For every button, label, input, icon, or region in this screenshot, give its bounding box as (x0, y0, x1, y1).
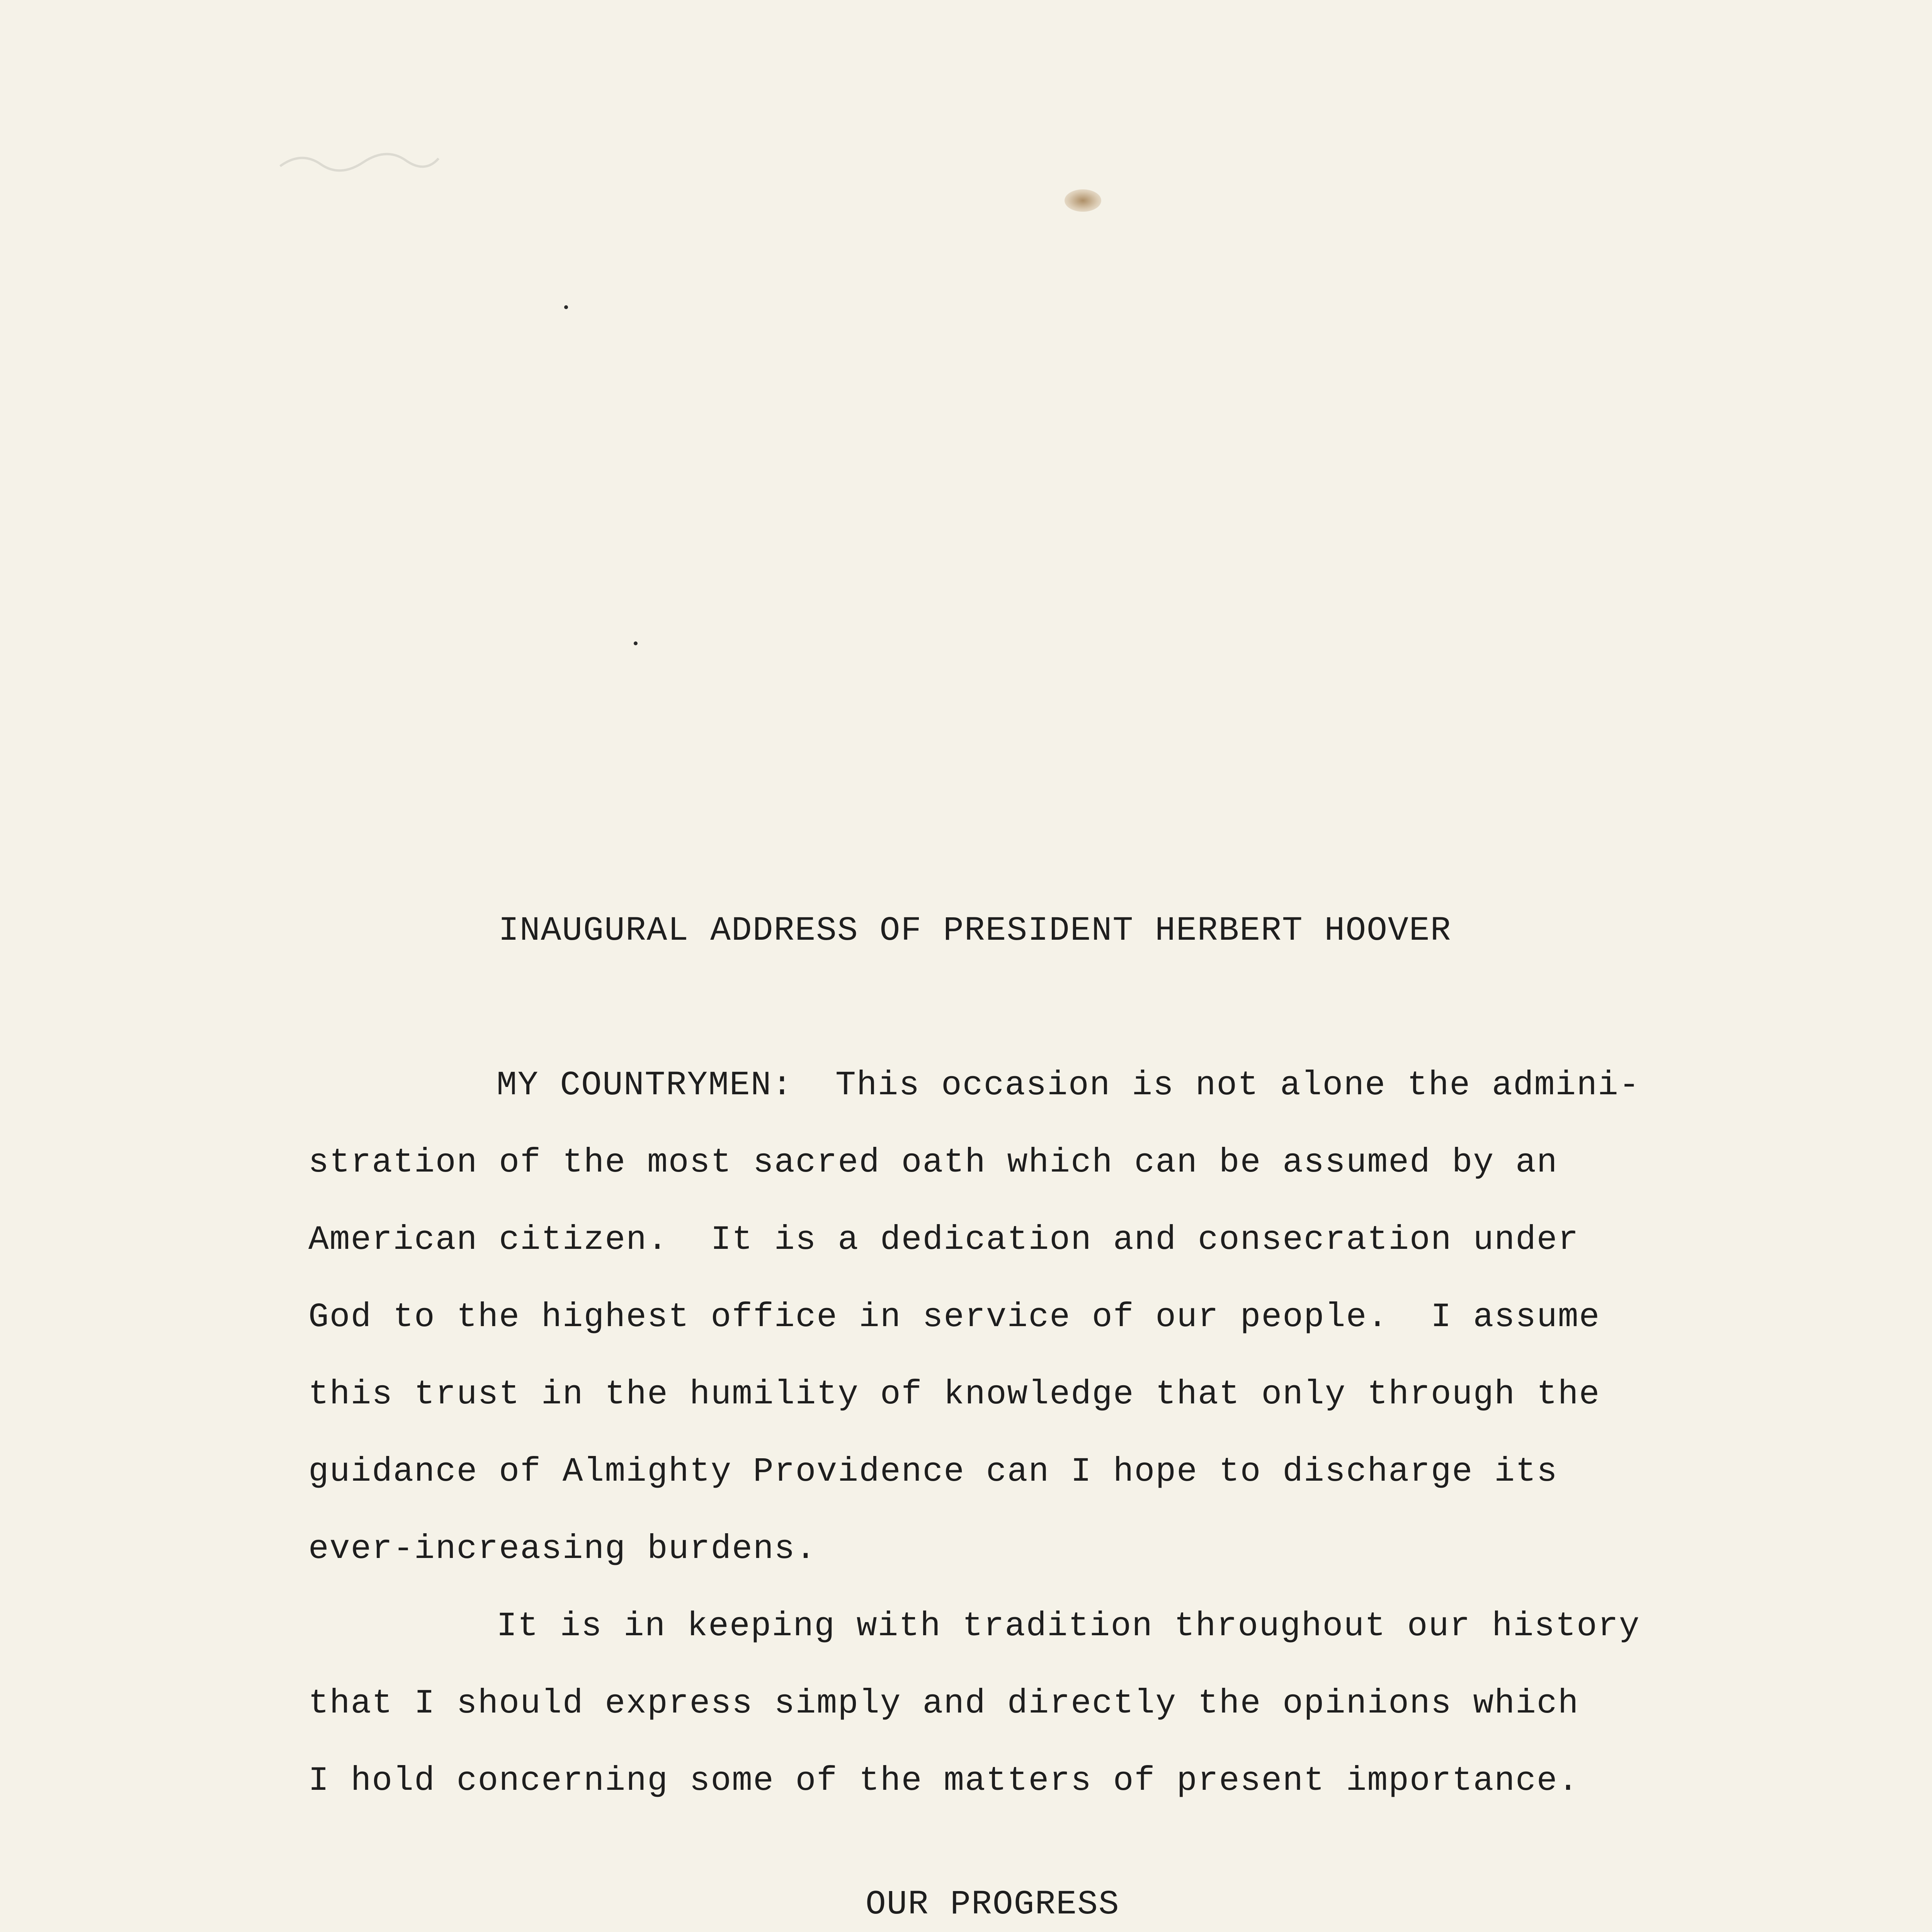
paragraph-2-line-2: that I should express simply and directly the opinions which (308, 1685, 1579, 1723)
stray-dot (564, 305, 568, 309)
stray-dot (634, 641, 638, 645)
paragraph-2-line-3: I hold concerning some of the matters of present importance. (308, 1762, 1579, 1800)
ink-smudge (1065, 189, 1101, 212)
paragraph-1-line-6: guidance of Almighty Providence can I hope to discharge its (308, 1453, 1558, 1491)
document-title: INAUGURAL ADDRESS OF PRESIDENT HERBERT HOOVER (498, 912, 1452, 950)
paragraph-1-line-1: MY COUNTRYMEN: This occasion is not alone the admini- (497, 1066, 1640, 1105)
paragraph-1-line-7: ever-increasing burdens. (308, 1530, 817, 1568)
paragraph-1-line-2: stration of the most sacred oath which can be assumed by an (308, 1144, 1558, 1182)
paragraph-1-line-3: American citizen. It is a dedication and consecration under (308, 1221, 1579, 1259)
section-heading: OUR PROGRESS (866, 1886, 1120, 1924)
paragraph-1-line-5: this trust in the humility of knowledge that only through the (308, 1376, 1600, 1414)
paragraph-2-line-1: It is in keeping with tradition throughout our history (497, 1607, 1640, 1646)
pencil-mark-icon (278, 147, 440, 174)
paragraph-1-line-4: God to the highest office in service of our people. I assume (308, 1298, 1600, 1337)
